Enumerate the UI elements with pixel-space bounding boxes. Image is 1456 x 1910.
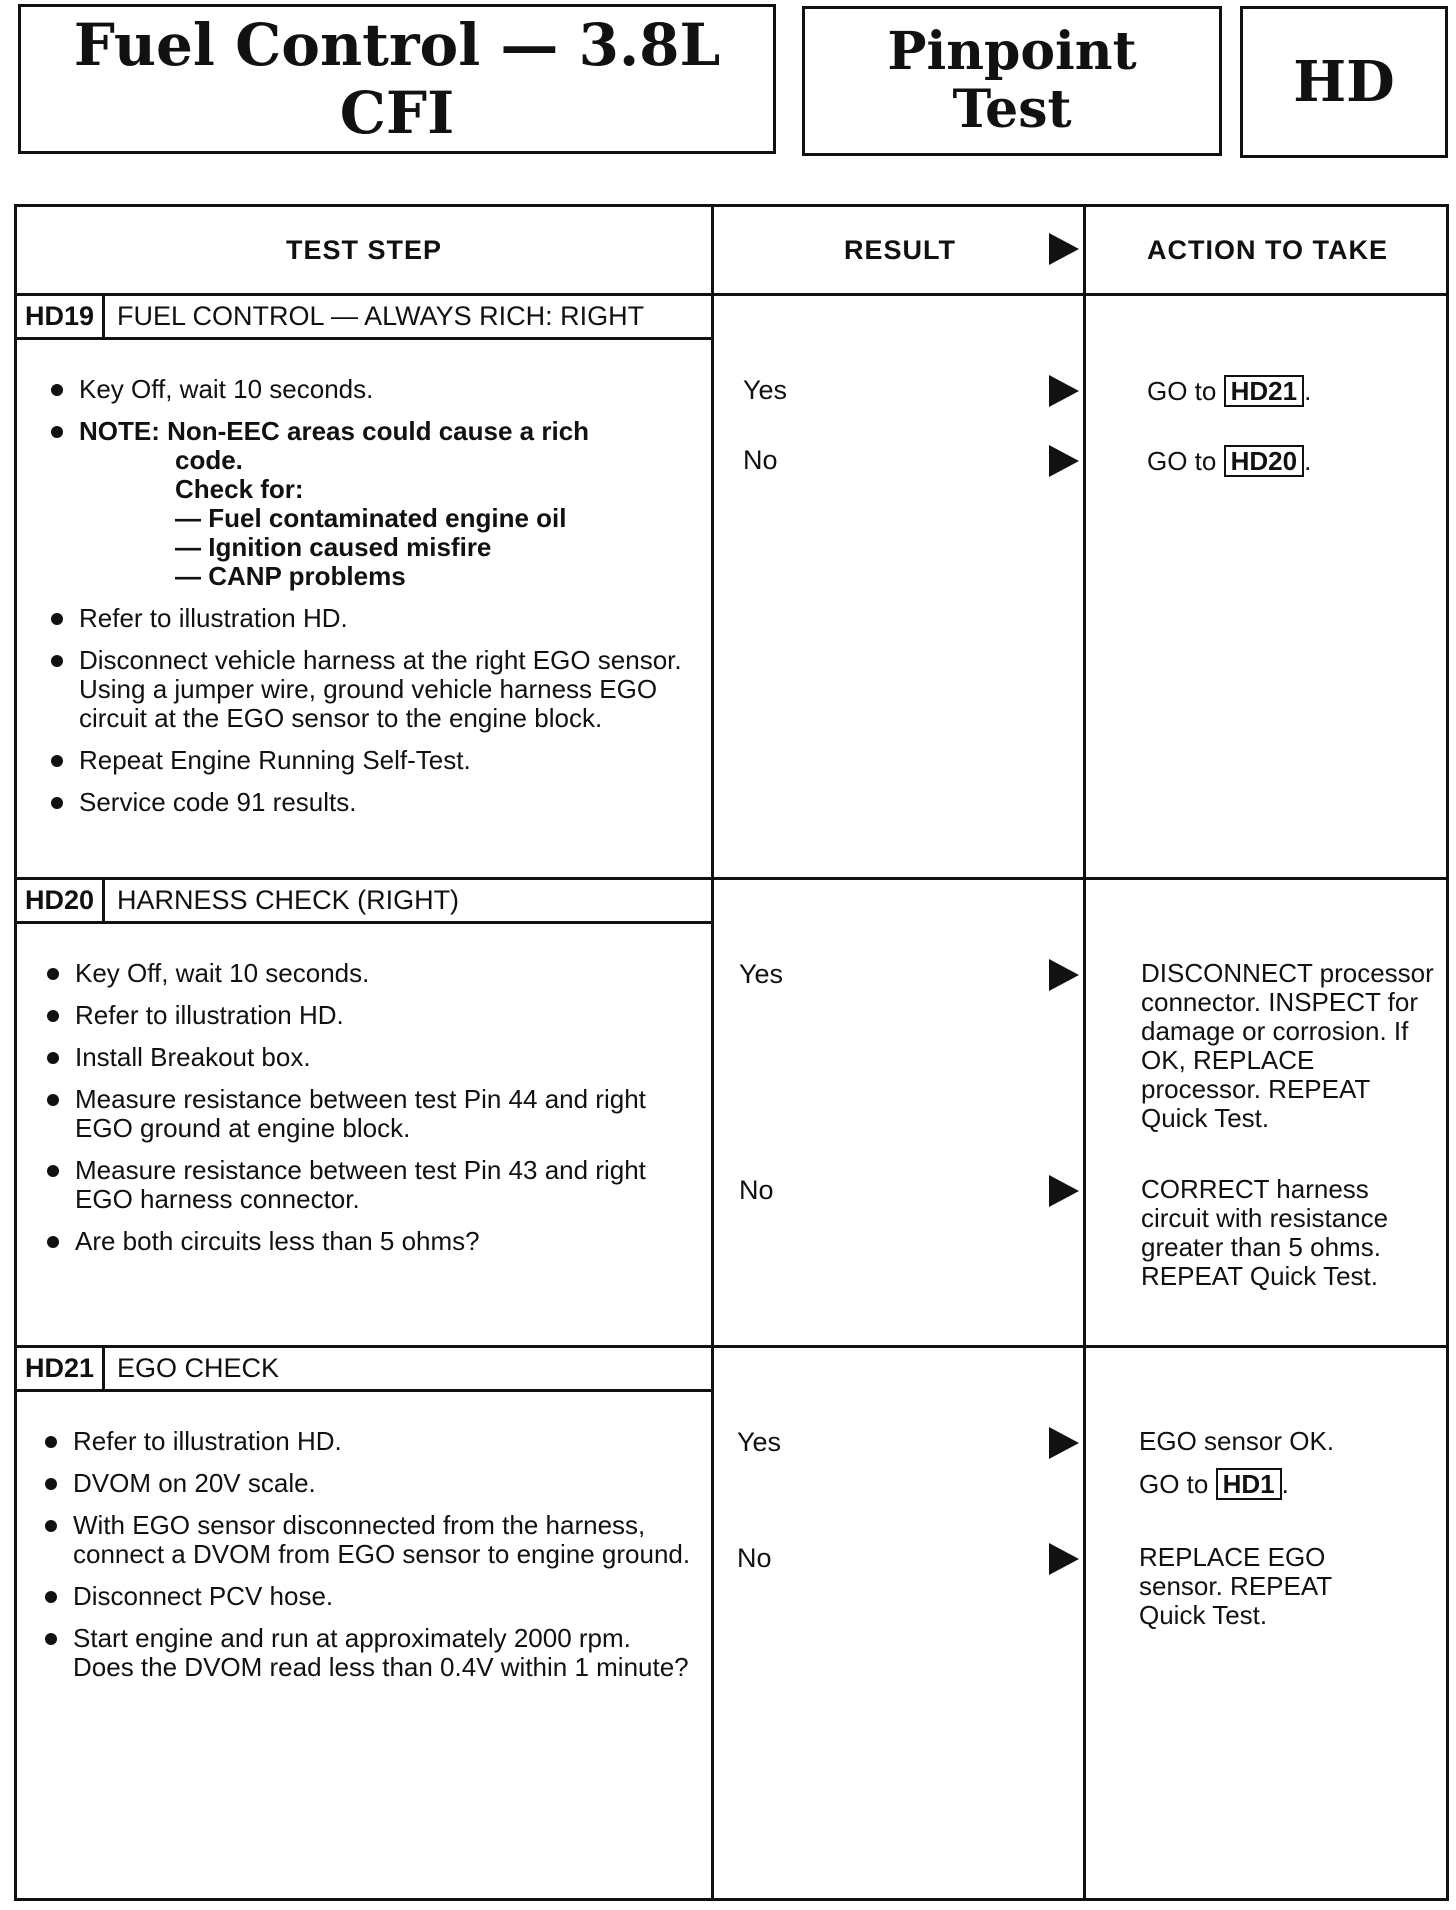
step-title: FUEL CONTROL — ALWAYS RICH: RIGHT bbox=[117, 301, 645, 331]
page-title-text: Fuel Control — 3.8L CFI bbox=[73, 11, 721, 147]
list-item: Repeat Engine Running Self-Test. bbox=[45, 746, 695, 775]
list-item: Are both circuits less than 5 ohms? bbox=[41, 1227, 691, 1256]
list-item: Measure resistance between test Pin 43 and right EGO harness connector. bbox=[41, 1156, 691, 1214]
list-item: Measure resistance between test Pin 44 and right EGO ground at engine block. bbox=[41, 1085, 691, 1143]
step-code: HD20 bbox=[17, 880, 105, 921]
arrow-icon bbox=[1049, 375, 1079, 407]
list-item: Disconnect vehicle harness at the right EGO sensor. Using a jumper wire, ground vehicle harness EGO circuit at the EGO sensor to the engine block. bbox=[45, 646, 695, 733]
result-yes: Yes bbox=[737, 1427, 782, 1457]
page-title bbox=[18, 4, 776, 154]
action-hd21-no: REPLACE EGO sensor. REPEAT Quick Test. bbox=[1139, 1542, 1332, 1630]
list-item: Key Off, wait 10 seconds. bbox=[45, 375, 695, 404]
arrow-icon bbox=[1049, 445, 1079, 477]
action-hd19-no: GO to HD20 . bbox=[1147, 446, 1312, 476]
arrow-icon bbox=[1049, 1175, 1079, 1207]
arrow-icon bbox=[1049, 233, 1079, 265]
arrow-icon bbox=[1049, 959, 1079, 991]
list-item: Start engine and run at approximately 2000 rpm. Does the DVOM read less than 0.4V within 1 minute? bbox=[39, 1624, 693, 1682]
action-hd19-yes: GO to HD21 . bbox=[1147, 376, 1312, 406]
result-yes: Yes bbox=[743, 375, 788, 405]
column-header-action: ACTION TO TAKE bbox=[1147, 234, 1388, 265]
list-item: DVOM on 20V scale. bbox=[39, 1469, 693, 1498]
list-item: Install Breakout box. bbox=[41, 1043, 691, 1072]
column-divider bbox=[711, 207, 714, 1898]
step-title: HARNESS CHECK (RIGHT) bbox=[117, 885, 460, 915]
pinpoint-line-2: Test bbox=[952, 79, 1072, 140]
step-reference[interactable]: HD1 bbox=[1216, 1468, 1282, 1500]
arrow-icon bbox=[1049, 1543, 1079, 1575]
step-code: HD21 bbox=[17, 1348, 105, 1389]
test-code: HD bbox=[1293, 49, 1395, 115]
pinpoint-test-table bbox=[14, 204, 1449, 1901]
list-item: Refer to illustration HD. bbox=[41, 1001, 691, 1030]
list-item: Refer to illustration HD. bbox=[45, 604, 695, 633]
column-header-test-step: TEST STEP bbox=[285, 234, 443, 265]
result-yes: Yes bbox=[739, 959, 784, 989]
pinpoint-test-label bbox=[802, 6, 1222, 156]
action-hd21-yes: EGO sensor OK. GO to HD1 . bbox=[1139, 1426, 1335, 1499]
action-hd20-no: CORRECT harness circuit with resistance greater than 5 ohms. REPEAT Quick Test. bbox=[1141, 1174, 1389, 1291]
arrow-icon bbox=[1049, 1427, 1079, 1459]
step-instructions-hd21 bbox=[39, 1427, 693, 1695]
step-code: HD19 bbox=[17, 296, 105, 337]
result-no: No bbox=[743, 445, 778, 475]
list-item: Key Off, wait 10 seconds. bbox=[41, 959, 691, 988]
action-hd20-yes: DISCONNECT processor connector. INSPECT for damage or corrosion. If OK, REPLACE processor. REPEAT Quick Test. bbox=[1141, 958, 1434, 1133]
list-item: With EGO sensor disconnected from the harness, connect a DVOM from EGO sensor to engine ground. bbox=[39, 1511, 693, 1569]
step-instructions-hd19 bbox=[45, 375, 695, 830]
column-header-result: RESULT bbox=[844, 234, 956, 265]
pinpoint-line-1: Pinpoint bbox=[887, 21, 1137, 82]
step-reference[interactable]: HD21 bbox=[1224, 375, 1304, 407]
list-item: Disconnect PCV hose. bbox=[39, 1582, 693, 1611]
result-no: No bbox=[737, 1543, 772, 1573]
note-item: NOTE: Non-EEC areas could cause a rich code. Check for: — Fuel contaminated engine oil — Ignition caused misfire — CANP problems bbox=[45, 417, 695, 591]
test-code-box bbox=[1240, 6, 1448, 158]
list-item: Refer to illustration HD. bbox=[39, 1427, 693, 1456]
list-item: Service code 91 results. bbox=[45, 788, 695, 817]
step-header-hd21 bbox=[17, 1348, 714, 1392]
step-instructions-hd20 bbox=[41, 959, 691, 1269]
step-header-hd19 bbox=[17, 296, 714, 340]
column-divider bbox=[1083, 207, 1086, 1898]
result-no: No bbox=[739, 1175, 774, 1205]
step-title: EGO CHECK bbox=[117, 1353, 280, 1383]
step-header-hd20 bbox=[17, 880, 714, 924]
step-reference[interactable]: HD20 bbox=[1224, 445, 1304, 477]
